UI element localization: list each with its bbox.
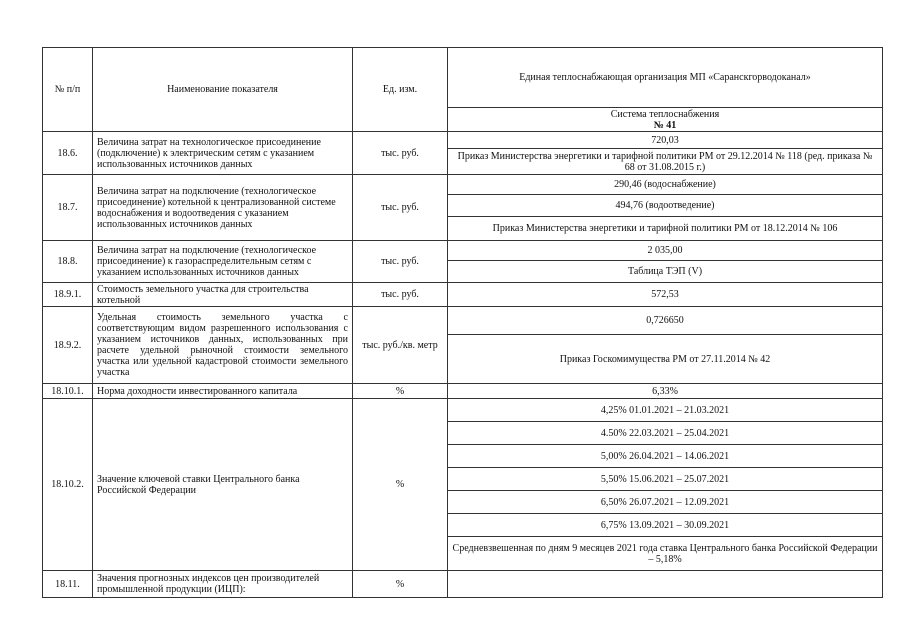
system-number: № 41 <box>653 119 677 131</box>
row-name: Значение ключевой ставки Центрального банка Российской Федерации <box>93 399 353 571</box>
row-value: 2 035,00 <box>448 241 883 261</box>
row-source: Приказ Госкомимущества РМ от 27.11.2014 № 42 <box>448 335 883 384</box>
rate-period: 4,25% 01.01.2021 – 21.03.2021 <box>448 399 883 422</box>
row-source: Приказ Министерства энергетики и тарифной политики РМ от 29.12.2014 № 118 (ред. приказа № 68 от 31.08.2015 г.) <box>448 149 883 175</box>
row-name: Величина затрат на подключение (технологическое присоединение) к газораспределительным сетям с указанием использованных источников данных <box>93 241 353 283</box>
row-name: Значения прогнозных индексов цен производителей промышленной продукции (ИЦП): <box>93 571 353 598</box>
header-system <box>448 108 883 132</box>
row-name: Величина затрат на подключение (технологическое присоединение) котельной к централизованной системе водоснабжения и водоотведения с указанием использованных источников данных <box>93 175 353 241</box>
row-number: 18.9.2. <box>43 307 93 384</box>
table-row <box>43 241 883 261</box>
table-row <box>43 399 883 422</box>
row-name: Стоимость земельного участка для строительства котельной <box>93 283 353 307</box>
row-value: 290,46 (водоснабжение) <box>448 175 883 195</box>
rate-summary: Средневзвешенная по дням 9 месяцев 2021 года ставка Центрального банка Российской Федерации – 5,18% <box>448 537 883 571</box>
row-value: 0,726650 <box>448 307 883 335</box>
header-org: Единая теплоснабжающая организация МП «Саранскгорводоканал» <box>448 48 883 108</box>
row-unit: тыс. руб. <box>353 175 448 241</box>
row-value: 720,03 <box>448 132 883 149</box>
row-name: Величина затрат на технологическое присоединение (подключение) к электрическим сетям с указанием использованных источников данных <box>93 132 353 175</box>
table-row <box>43 384 883 399</box>
row-number: 18.10.1. <box>43 384 93 399</box>
row-number: 18.6. <box>43 132 93 175</box>
row-value <box>448 571 883 598</box>
row-name: Удельная стоимость земельного участка с соответствующим видом разрешенного использования с указанием источников данных, использованных при расчете удельной рыночной стоимости земельного участка или удельной кадастровой стоимости земельного участка <box>93 307 353 384</box>
row-value: 6,33% <box>448 384 883 399</box>
row-unit: % <box>353 571 448 598</box>
rate-period: 5,50% 15.06.2021 – 25.07.2021 <box>448 468 883 491</box>
table-row <box>43 283 883 307</box>
row-number: 18.9.1. <box>43 283 93 307</box>
row-number: 18.7. <box>43 175 93 241</box>
row-unit: тыс. руб. <box>353 132 448 175</box>
system-label: Система теплоснабжения <box>610 108 720 120</box>
row-unit: тыс. руб./кв. метр <box>353 307 448 384</box>
table-row <box>43 571 883 598</box>
row-unit: % <box>353 399 448 571</box>
row-number: 18.8. <box>43 241 93 283</box>
row-unit: тыс. руб. <box>353 283 448 307</box>
row-value: 572,53 <box>448 283 883 307</box>
rate-period: 6,50% 26.07.2021 – 12.09.2021 <box>448 491 883 514</box>
indicators-table <box>42 47 883 598</box>
table-row <box>43 175 883 195</box>
header-name: Наименование показателя <box>93 48 353 132</box>
table-row <box>43 307 883 335</box>
header-num: № п/п <box>43 48 93 132</box>
row-source: Таблица ТЭП (V) <box>448 261 883 283</box>
row-source: Приказ Министерства энергетики и тарифной политики РМ от 18.12.2014 № 106 <box>448 217 883 241</box>
row-value: 494,76 (водоотведение) <box>448 195 883 217</box>
row-unit: % <box>353 384 448 399</box>
rate-period: 5,00% 26.04.2021 – 14.06.2021 <box>448 445 883 468</box>
row-number: 18.10.2. <box>43 399 93 571</box>
header-row <box>43 48 883 108</box>
header-unit: Ед. изм. <box>353 48 448 132</box>
rate-period: 6,75% 13.09.2021 – 30.09.2021 <box>448 514 883 537</box>
row-name: Норма доходности инвестированного капитала <box>93 384 353 399</box>
rate-period: 4.50% 22.03.2021 – 25.04.2021 <box>448 422 883 445</box>
table-row <box>43 132 883 149</box>
row-number: 18.11. <box>43 571 93 598</box>
row-unit: тыс. руб. <box>353 241 448 283</box>
